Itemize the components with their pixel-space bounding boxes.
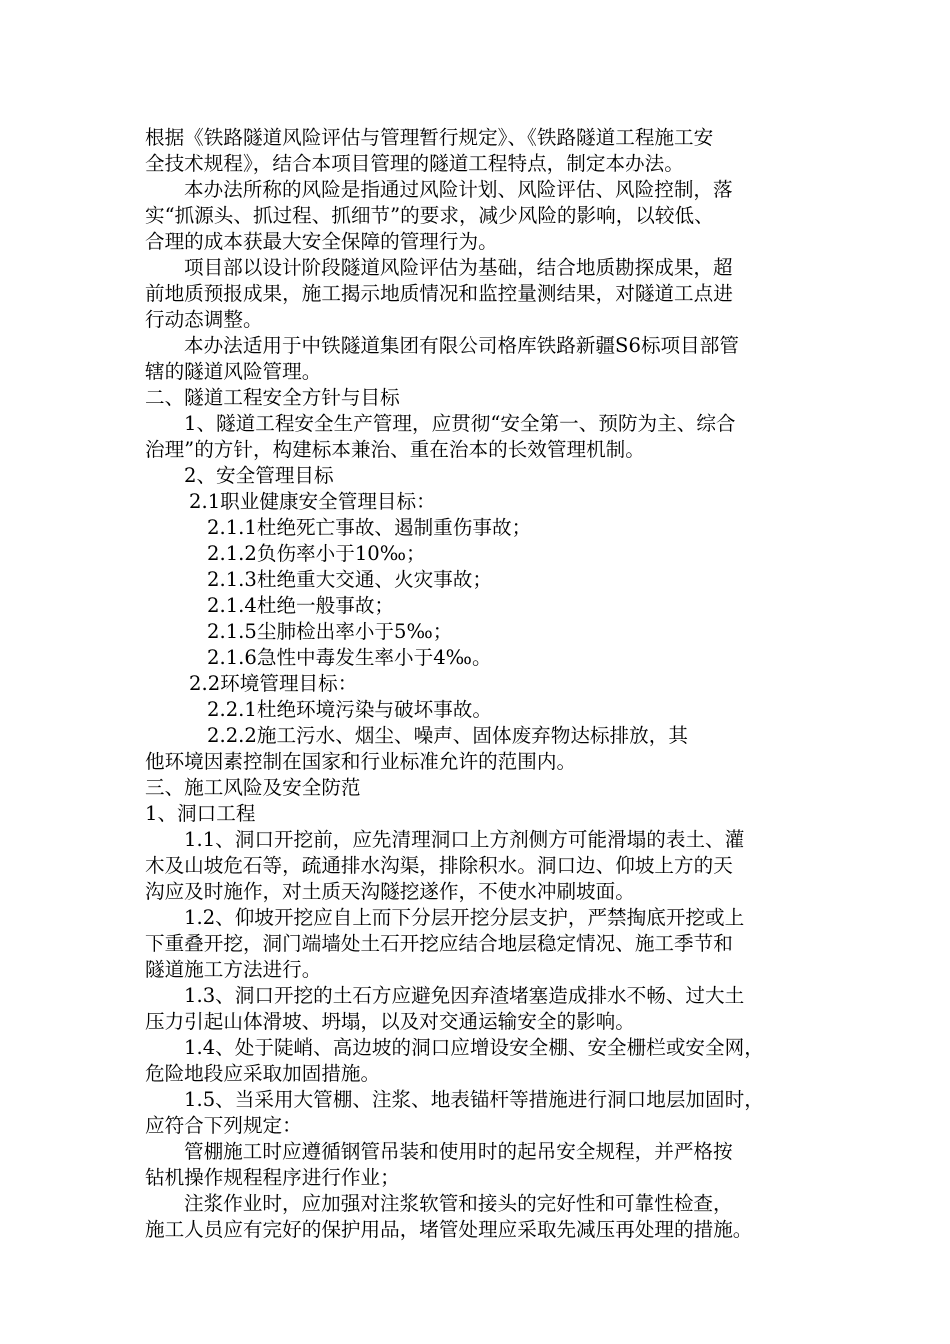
text-line: 压力引起山体滑坡、坍塌，以及对交通运输安全的影响。 bbox=[145, 1010, 635, 1033]
text-line: 合理的成本获最大安全保障的管理行为。 bbox=[145, 230, 498, 253]
section-heading: 二、隧道工程安全方针与目标 bbox=[145, 386, 400, 409]
text-line: 1.5、当采用大管棚、注浆、地表锚杆等措施进行洞口地层加固时， bbox=[184, 1088, 764, 1111]
text-line: 1.4、处于陡峭、高边坡的洞口应增设安全棚、安全栅栏或安全网， bbox=[184, 1036, 764, 1059]
text-line: 辖的隧道风险管理。 bbox=[145, 360, 322, 383]
text-line: 下重叠开挖，洞门端墙处土石开挖应结合地层稳定情况、施工季节和 bbox=[145, 932, 733, 955]
list-item: 2.2.1杜绝环境污染与破坏事故。 bbox=[207, 698, 492, 721]
list-item: 2.2.2施工污水、烟尘、噪声、固体废弃物达标排放，其 bbox=[207, 724, 688, 747]
list-item: 2.1.1杜绝死亡事故、遏制重伤事故； bbox=[207, 516, 532, 539]
subsection-heading: 2.2环境管理目标： bbox=[189, 672, 358, 695]
text-line: 钻机操作规程程序进行作业； bbox=[145, 1166, 400, 1189]
text-line: 前地质预报成果，施工揭示地质情况和监控量测结果，对隧道工点进 bbox=[145, 282, 733, 305]
subsection-heading: 2.1职业健康安全管理目标： bbox=[189, 490, 436, 513]
text-line: 根据《铁路隧道风险评估与管理暂行规定》、《铁路隧道工程施工安 bbox=[145, 126, 714, 149]
text-line: 沟应及时施作，对土质天沟隧挖遂作，不使水冲刷坡面。 bbox=[145, 880, 635, 903]
text-line: 注浆作业时，应加强对注浆软管和接头的完好性和可靠性检查， bbox=[184, 1192, 733, 1215]
text-line: 本办法适用于中铁隧道集团有限公司格库铁路新疆S6标项目部管 bbox=[184, 334, 739, 357]
text-line: 1.2、仰坡开挖应自上而下分层开挖分层支护，严禁掏底开挖或上 bbox=[184, 906, 745, 929]
subsection-heading: 1、洞口工程 bbox=[145, 802, 256, 825]
text-line: 1.1、洞口开挖前，应先清理洞口上方剂侧方可能滑塌的表土、灌 bbox=[184, 828, 745, 851]
subsection-heading: 2、安全管理目标 bbox=[184, 464, 334, 487]
text-line: 管棚施工时应遵循钢管吊装和使用时的起吊安全规程，并严格按 bbox=[184, 1140, 733, 1163]
text-line: 隧道施工方法进行。 bbox=[145, 958, 322, 981]
text-line: 1.3、洞口开挖的土石方应避免因弃渣堵塞造成排水不畅、过大土 bbox=[184, 984, 745, 1007]
text-line: 施工人员应有完好的保护用品，堵管处理应采取先减压再处理的措施。 bbox=[145, 1218, 753, 1241]
list-item: 2.1.3杜绝重大交通、火灾事故； bbox=[207, 568, 492, 591]
text-line: 他环境因素控制在国家和行业标准允许的范围内。 bbox=[145, 750, 577, 773]
text-line: 本办法所称的风险是指通过风险计划、风险评估、风险控制，落 bbox=[184, 178, 733, 201]
text-line: 1、隧道工程安全生产管理，应贯彻“安全第一、预防为主、综合 bbox=[184, 412, 736, 435]
list-item: 2.1.6急性中毒发生率小于4‰。 bbox=[207, 646, 492, 669]
text-line: 治理”的方针，构建标本兼治、重在治本的长效管理机制。 bbox=[145, 438, 645, 461]
text-line: 危险地段应采取加固措施。 bbox=[145, 1062, 381, 1085]
text-line: 全技术规程》，结合本项目管理的隧道工程特点，制定本办法。 bbox=[145, 152, 684, 175]
text-line: 应符合下列规定： bbox=[145, 1114, 302, 1137]
list-item: 2.1.4杜绝一般事故； bbox=[207, 594, 395, 617]
list-item: 2.1.2负伤率小于10‰； bbox=[207, 542, 426, 565]
text-line: 实“抓源头、抓过程、抓细节”的要求，减少风险的影响，以较低、 bbox=[145, 204, 714, 227]
text-line: 项目部以设计阶段隧道风险评估为基础，结合地质勘探成果，超 bbox=[184, 256, 733, 279]
list-item: 2.1.5尘肺检出率小于5‰； bbox=[207, 620, 453, 643]
section-heading: 三、施工风险及安全防范 bbox=[145, 776, 361, 799]
text-line: 木及山坡危石等，疏通排水沟渠，排除积水。洞口边、仰坡上方的天 bbox=[145, 854, 733, 877]
text-line: 行动态调整。 bbox=[145, 308, 263, 331]
